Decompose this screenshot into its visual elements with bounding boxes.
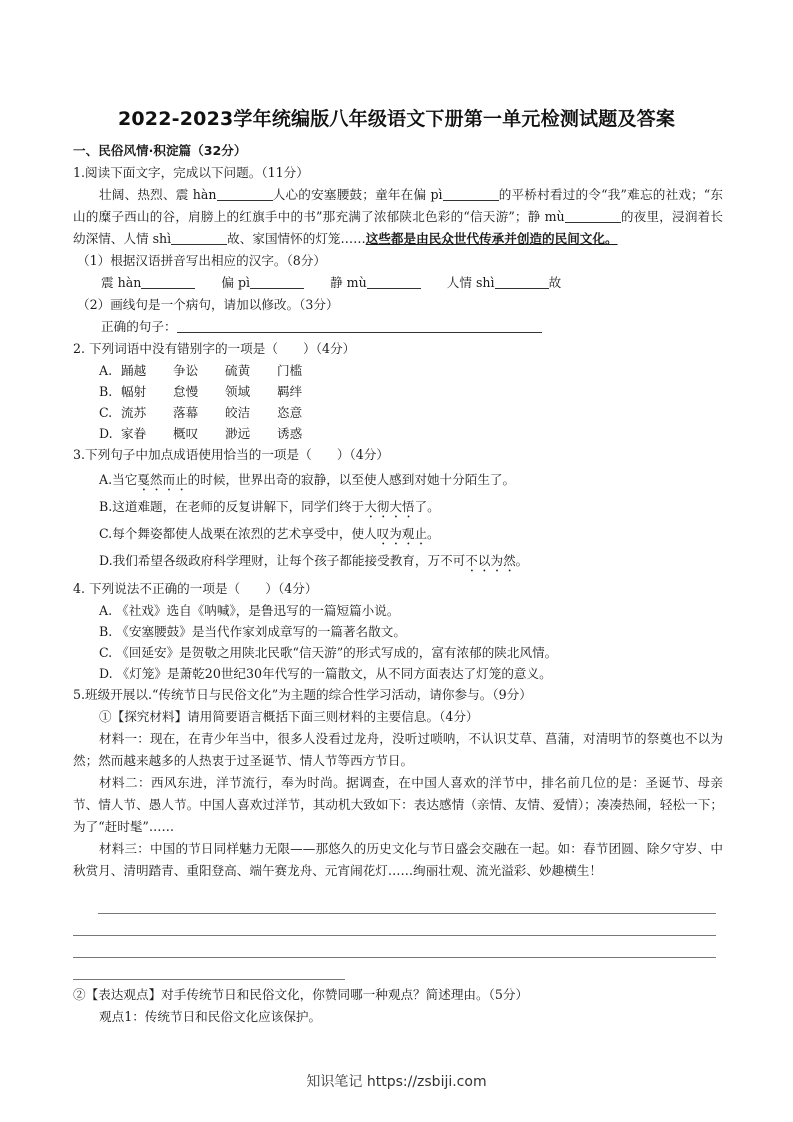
question-3-option-d bbox=[73, 547, 723, 574]
question-5-task1: ①【探究材料】请用简要语言概括下面三则材料的主要信息。（4分） bbox=[99, 709, 479, 724]
question-2-option-c bbox=[73, 402, 723, 423]
option-letter: D. bbox=[99, 426, 113, 441]
viewpoint-1: 观点1：传统节日和民俗文化应该保护。 bbox=[99, 1009, 322, 1024]
option-text: 了。 bbox=[414, 499, 440, 514]
option-word: 幅射 bbox=[121, 384, 147, 399]
option-text: 的时候，世界出奇的寂静，以至使人感到对她十分陌生了。 bbox=[187, 472, 516, 487]
answer-line[interactable] bbox=[73, 979, 345, 980]
correct-sentence-label: 正确的句子： bbox=[101, 319, 177, 334]
option-word: 争讼 bbox=[173, 363, 199, 378]
correct-sentence-row bbox=[73, 316, 723, 338]
option-word: 踊越 bbox=[121, 363, 147, 378]
material-3: 材料三：中国的节日同样魅力无限——那悠久的历史文化与节日盛会交融在一起。如：春节团圆、除夕守岁、中秋赏月、清明踏青、重阳登高、端午赛龙舟、元宵闹花灯……绚丽壮观、流光溢彩、妙趣横生！ bbox=[73, 841, 723, 878]
question-4-option-c: C. 《回延安》是贺敬之用陕北民歌“信天游”的形式写成的，富有浓郁的陕北风情。 bbox=[99, 645, 558, 660]
question-2-stem: 2. 下列词语中没有错别字的一项是（ ）（4分） bbox=[73, 341, 356, 356]
option-word: 领域 bbox=[225, 384, 251, 399]
answer-line[interactable] bbox=[73, 935, 716, 936]
question-3-option-c bbox=[73, 520, 723, 547]
question-1-sub1: （1）根据汉语拼音写出相应的汉字。（8分） bbox=[77, 253, 327, 268]
option-word: 落幕 bbox=[173, 405, 199, 420]
passage-text: 人心的安塞腰鼓；童年在偏 pì bbox=[272, 187, 443, 202]
dotted-idiom: 戛然而止 bbox=[137, 472, 188, 487]
page-title: 2022-2023学年统编版八年级语文下册第一单元检测试题及答案 bbox=[117, 108, 676, 130]
option-word: 怠慢 bbox=[173, 384, 199, 399]
answer-blank bbox=[565, 209, 621, 223]
option-text: D.我们希望各级政府科学理财，让每个孩子都能接受教育，万不可 bbox=[99, 553, 466, 568]
question-5-stem: 5.班级开展以.“传统节日与民俗文化”为主题的综合性学习活动，请你参与。（9分） bbox=[73, 687, 532, 702]
answer-blank[interactable] bbox=[250, 275, 304, 289]
question-2-option-a bbox=[73, 360, 723, 381]
pinyin-row bbox=[73, 272, 723, 294]
option-word: 羁绊 bbox=[277, 384, 303, 399]
footer-watermark: 知识笔记 https://zsbiji.com bbox=[306, 1074, 487, 1090]
option-word: 门槛 bbox=[277, 363, 303, 378]
pinyin-suffix: 故 bbox=[548, 275, 562, 290]
material-1: 材料一：现在，在青少年当中，很多人没看过龙舟，没听过唢呐，不认识艾草、菖蒲，对清明节的祭奠也不以为然；然而越来越多的人热衷于过圣诞节、情人节等西方节日。 bbox=[73, 731, 723, 768]
dotted-idiom: 不以为然 bbox=[465, 553, 516, 568]
answer-blank[interactable] bbox=[495, 275, 549, 289]
question-2-option-b bbox=[73, 381, 723, 402]
dotted-idiom: 叹为观止 bbox=[376, 526, 428, 541]
answer-blank bbox=[217, 187, 273, 201]
question-3-stem: 3.下列句子中加点成语使用恰当的一项是（ ）（4分） bbox=[73, 447, 389, 462]
passage-text: 的平桥村看过的令“我”难忘的社戏；“东山的糜子西山的谷，肩膀上的红旗手中的书”那充满了浓郁陕北色彩的“信天游”；静 mù bbox=[73, 187, 724, 224]
question-5-part2 bbox=[73, 984, 723, 1028]
pinyin-item: 静 mù bbox=[330, 275, 367, 290]
passage-text: 壮阔、热烈、震 hàn bbox=[99, 187, 217, 202]
option-word: 皎洁 bbox=[225, 405, 251, 420]
question-3-option-b bbox=[73, 493, 723, 520]
pinyin-item: 偏 pì bbox=[221, 275, 251, 290]
passage-text: 的夜里，浸润着长幼深情、人情 shì bbox=[73, 209, 724, 246]
answer-blank[interactable] bbox=[141, 275, 195, 289]
dotted-idiom: 大彻大悟 bbox=[364, 499, 415, 514]
option-text: C.每个舞姿都使人战栗在浓烈的艺术享受中，使人 bbox=[99, 526, 377, 541]
question-1-sub2: （2）画线句是一个病句，请加以修改。（3分） bbox=[77, 297, 339, 312]
option-letter: A. bbox=[99, 363, 113, 378]
question-4-stem: 4. 下列说法不正确的一项是（ ）（4分） bbox=[73, 581, 318, 596]
answer-blank[interactable] bbox=[367, 275, 421, 289]
pinyin-item: 人情 shì bbox=[446, 275, 495, 290]
pinyin-item: 震 hàn bbox=[101, 275, 142, 290]
answer-line[interactable] bbox=[98, 913, 716, 914]
question-1-passage bbox=[73, 184, 723, 250]
question-3-option-a bbox=[73, 466, 723, 493]
option-text: B.这道难题，在老师的反复讲解下，同学们终于 bbox=[99, 499, 365, 514]
option-word: 概叹 bbox=[173, 426, 199, 441]
option-text: 。 bbox=[427, 526, 440, 541]
answer-line[interactable] bbox=[177, 319, 542, 333]
option-letter: C. bbox=[99, 405, 113, 420]
option-word: 流苏 bbox=[121, 405, 147, 420]
option-letter: B. bbox=[99, 384, 113, 399]
answer-blank bbox=[443, 187, 499, 201]
underlined-sentence: 这些都是由民众世代传承并创造的民间文化。 bbox=[365, 231, 618, 246]
question-2-option-d bbox=[73, 423, 723, 444]
question-5-task2: ②【表达观点】对手传统节日和民俗文化，你赞同哪一种观点？简述理由。（5分） bbox=[73, 987, 529, 1002]
option-word: 恣意 bbox=[277, 405, 303, 420]
question-1-stem: 1.阅读下面文字，完成以下问题。（11分） bbox=[73, 165, 309, 180]
option-text: A.当它 bbox=[99, 472, 138, 487]
passage-text: 故、家国情怀的灯笼…… bbox=[227, 231, 366, 246]
answer-blank bbox=[171, 231, 227, 245]
question-4-option-b: B. 《安塞腰鼓》是当代作家刘成章写的一篇著名散文。 bbox=[99, 624, 406, 639]
option-word: 诱惑 bbox=[277, 426, 303, 441]
option-word: 硫黄 bbox=[225, 363, 251, 378]
section-heading: 一、民俗风情·积淀篇（32分） bbox=[73, 143, 247, 158]
option-word: 渺远 bbox=[225, 426, 251, 441]
question-4-option-d: D. 《灯笼》是萧乾20世纪30年代写的一篇散文，从不同方面表达了灯笼的意义。 bbox=[99, 666, 552, 681]
material-2: 材料二：西风东进，洋节流行，奉为时尚。据调查，在中国人喜欢的洋节中，排名前几位的是：圣诞节、母亲节、情人节、愚人节。中国人喜欢过洋节，其动机大致如下：表达感情（亲情、友情、爱情）；凑凑热闹，轻松一下；为了“赶时髦”…… bbox=[73, 775, 723, 834]
question-4-option-a: A. 《社戏》选自《呐喊》，是鲁迅写的一篇短篇小说。 bbox=[99, 603, 400, 618]
option-word: 家眷 bbox=[121, 426, 147, 441]
exam-content bbox=[73, 140, 723, 882]
answer-line[interactable] bbox=[73, 957, 716, 958]
option-text: 。 bbox=[515, 553, 529, 568]
